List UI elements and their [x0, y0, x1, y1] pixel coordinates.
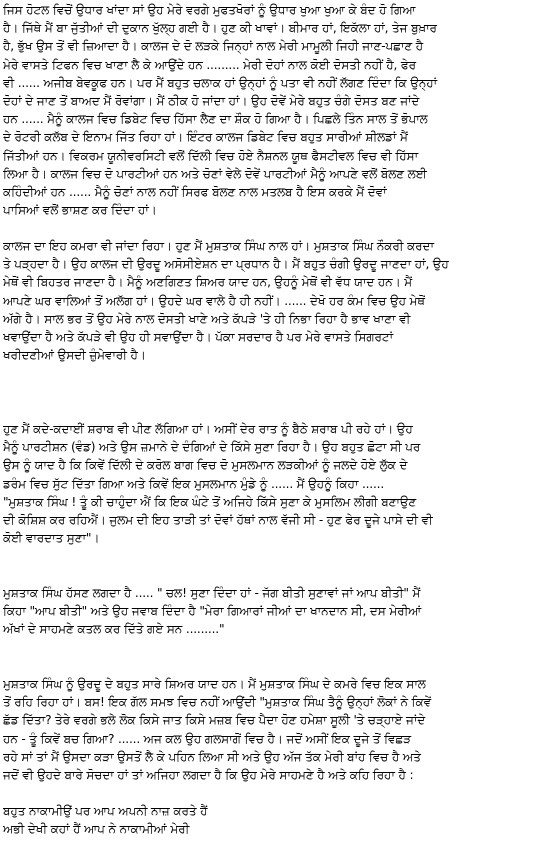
text-line: ਜਿੱਤੀਆਂ ਹਨ। ਵਿਕਰਮ ਯੂਨੀਵਰਸਿਟੀ ਵਲੋਂ ਦਿੱਲੀ ਵਿਚ ਹੋਏ ਨੈਸ਼ਨਲ ਯੂਥ ਫੈਸਟੀਵਲ ਵਿਚ ਵੀ ਹਿੱਸਾ [3, 148, 418, 163]
paragraph-partition-story [3, 420, 546, 547]
text-line: ਵੀ ...... ਅਜੀਬ ਬੇਵਕੂਫ ਹਨ। ਪਰ ਮੈਂ ਬਹੁਤ ਚਲਾਕ ਹਾਂ ਉਨ੍ਹਾਂ ਨੂੰ ਪਤਾ ਵੀ ਨਹੀਂ ਲੱਗਣ ਦਿੰਦਾ ਕਿ ਉਨ੍ਹਾਂ [3, 75, 438, 90]
text-line: ਹੈ। ਜਿੱਥੇ ਮੈਂ ਬਾ ਜੁੱਤੀਆਂ ਦੀ ਦੁਕਾਨ ਖੁੱਲ੍ਹ ਗਈ ਹੈ। ਹੁਣ ਕੀ ਖਾਵਾਂ। ਬੀਮਾਰ ਹਾਂ, ਇਕੱਲਾ ਹਾਂ, ਤੇਜ ਬੁਖ਼ਾਰ [3, 21, 437, 36]
text-line: ਰਹੇ ਸਾਂ ਤਾਂ ਮੈਂ ਉਸਦਾ ਕੜਾ ਉਸਤੋਂ ਲੈ ਕੇ ਪਹਿਨ ਲਿਆ ਸੀ ਅਤੇ ਉਹ ਅੱਜ ਤੱਕ ਮੇਰੀ ਬਾਂਹ ਵਿਚ ਹੈ ਅਤੇ [3, 749, 421, 764]
text-line: ਹੁਣ ਮੈਂ ਕਦੇ-ਕਦਾਈਂ ਸ਼ਰਾਬ ਵੀ ਪੀਣ ਲੱਗਿਆ ਹਾਂ। ਅਸੀਂ ਦੇਰ ਰਾਤ ਨੂੰ ਬੈਠੇ ਸ਼ਰਾਬ ਪੀ ਰਹੇ ਹਾਂ। ਉਹ [3, 422, 413, 436]
text-line: ਕਾਲਜ ਦਾ ਇਹ ਕਮਰਾ ਵੀ ਜਾਂਦਾ ਰਿਹਾ। ਹੁਣ ਮੈਂ ਮੁਸ਼ਤਾਕ ਸਿੰਘ ਨਾਲ ਹਾਂ। ਮੁਸ਼ਤਾਕ ਸਿੰਘ ਨੌਕਰੀ ਕਰਦਾ [3, 239, 434, 253]
text-line: ਮੇਥੋਂ ਵੀ ਬਿਹਤਰ ਜਾਣਦਾ ਹੈ। ਮੈਨੂੰ ਅਣਗਿਣਤ ਸ਼ਿਅਰ ਯਾਦ ਹਨ, ਉਹਨੂੰ ਮੇਥੋਂ ਵੀ ਵੱਧ ਯਾਦ ਹਨ। ਮੈਂ [3, 275, 413, 290]
text-line: ਦੋਹਾਂ ਦੇ ਜਾਣ ਤੋਂ ਬਾਅਦ ਮੈਂ ਰੋਵਾਂਗਾ। ਮੈਂ ਠੀਕ ਹੋ ਜਾਂਦਾ ਹਾਂ। ਉਹ ਦੋਵੇਂ ਮੇਰੇ ਬਹੁਤ ਚੰਗੇ ਦੋਸਤ ਬਣ ਜਾਂਦੇ [3, 94, 420, 109]
paragraph-college-room [3, 237, 546, 364]
paragraph-aap-beeti [3, 584, 546, 639]
text-line: ਦੀ ਕੋਸ਼ਿਸ਼ ਕਰ ਰਹਿਐਂ। ਜੁਲਮ ਦੀ ਇਹ ਤਾੜੀ ਤਾਂ ਦੋਵਾਂ ਹੱਥਾਂ ਨਾਲ ਵੱਜੀ ਸੀ - ਹੁਣ ਫੇਰ ਦੂਜੇ ਪਾਸੇ ਦੀ ਵੀ [3, 513, 433, 528]
text-line: ਖਵਾਉਂਦਾ ਹੈ ਅਤੇ ਕੱਪੜੇ ਵੀ ਉਹ ਹੀ ਸਵਾਉਂਦਾ ਹੈ। ਪੱਕਾ ਸਰਦਾਰ ਹੈ ਪਰ ਮੇਰੇ ਵਾਸਤੇ ਸਿਗਰਟਾਂ [3, 330, 393, 345]
text-line: ਅੱਗੇ ਹੈ। ਸਾਲ ਭਰ ਤੋਂ ਉਹ ਮੇਰੇ ਨਾਲ ਦੋਸਤੀ ਖਾਣੇ ਅਤੇ ਕੱਪੜੇ 'ਤੇ ਹੀ ਨਿਭਾ ਰਿਹਾ ਹੈ ਭਾਵ ਖਾਣਾ ਵੀ [3, 311, 411, 326]
text-line: ਉਸ ਨੂੰ ਯਾਦ ਹੈ ਕਿ ਕਿਵੇਂ ਦਿੱਲੀ ਦੇ ਕਰੋਲ ਬਾਗ ਵਿਚ ਦੋ ਮੁਸਲਮਾਨ ਲੜਕੀਆਂ ਨੂੰ ਜਲਦੇ ਹੋਏ ਲੁੱਕ ਦੇ [3, 458, 408, 473]
text-line: ਹੈ, ਭੁੱਖ ਉਸ ਤੋਂ ਵੀ ਜ਼ਿਆਦਾ ਹੈ। ਕਾਲਜ ਦੇ ਦੋ ਲੜਕੇ ਜਿਨ੍ਹਾਂ ਨਾਲ ਮੇਰੀ ਮਾਮੂਲੀ ਜਿਹੀ ਜਾਣ-ਪਛਾਣ ਹੈ [3, 39, 424, 54]
text-line: ਅੱਖਾਂ ਦੇ ਸਾਹਮਣੇ ਕਤਲ ਕਰ ਦਿੱਤੇ ਗਏ ਸਨ ........." [3, 622, 225, 637]
text-line: ਜਿਸ ਹੋਟਲ ਵਿਚੋਂ ਉਧਾਰ ਖਾਂਦਾ ਸਾਂ ਉਹ ਮੇਰੇ ਵਰਗੇ ਮੁਫਤਖੋਰਾਂ ਨੂੰ ਉਧਾਰ ਖੁਆ ਖੁਆ ਕੇ ਬੰਦ ਹੋ ਗਿਆ [3, 3, 416, 17]
text-line: ਮੇਰੇ ਵਾਸਤੇ ਟਿਫਨ ਵਿਚ ਖਾਣਾ ਲੈ ਕੇ ਆਉਂਦੇ ਹਨ ......... ਮੇਰੀ ਦੋਹਾਂ ਨਾਲ ਕੋਈ ਦੋਸਤੀ ਨਹੀਂ ਹੈ, ਫੇਰ [3, 57, 416, 72]
text-line: ਤੇ ਪੜ੍ਹਦਾ ਹੈ। ਉਹ ਕਾਲਜ ਦੀ ਉਰਦੂ ਅਸੋਸੀਏਸ਼ਨ ਦਾ ਪ੍ਰਧਾਨ ਹੈ। ਮੈਂ ਬਹੁਤ ਚੰਗੀ ਉਰਦੂ ਜਾਣਦਾ ਹਾਂ, ਉਹ [3, 257, 449, 272]
text-line: ਛੱਡ ਦਿੱਤਾ? ਤੇਰੇ ਵਰਗੇ ਭਲੇ ਲੋਕ ਕਿਸੇ ਜਾਤ ਕਿਸੇ ਮਜ਼ਬ ਵਿਚ ਪੈਦਾ ਹੋਣ ਹਮੇਸ਼ਾ ਸੂਲੀ 'ਤੇ ਚੜ੍ਹਾਏ ਜਾਂਦੇ [3, 713, 426, 728]
text-line: ਕੋਈ ਵਾਰਦਾਤ ਸੁਣਾ"। [3, 531, 100, 546]
verse-couplet [3, 802, 546, 838]
text-line: ਡਰੰਮ ਵਿਚ ਸੁੱਟ ਦਿੱਤਾ ਗਿਆ ਅਤੇ ਕਿਵੇਂ ਇਕ ਮੁਸਲਮਾਨ ਮੁੰਡੇ ਨੂੰ ...... ਮੈਂ ਉਹਨੂੰ ਕਿਹਾ ...... [3, 476, 384, 491]
text-line: ਆਪਣੇ ਘਰ ਵਾਲਿਆਂ ਤੋਂ ਅਲੱਗ ਹਾਂ। ਉਹਦੇ ਘਰ ਵਾਲੇ ਹੈ ਹੀ ਨਹੀਂ। ...... ਦੇਖੋ ਹਰ ਕੰਮ ਵਿਚ ਉਹ ਮੇਥੋਂ [3, 293, 425, 308]
text-line: ਦੇ ਰੋਟਰੀ ਕਲੱਬ ਦੇ ਇਨਾਮ ਜਿੱਤ ਰਿਹਾ ਹਾਂ। ਇੰਟਰ ਕਾਲਜ ਡਿਬੇਟ ਵਿਚ ਬਹੁਤ ਸਾਰੀਆਂ ਸ਼ੀਲਡਾਂ ਮੈਂ [3, 130, 408, 145]
text-line: ਮੈਨੂੰ ਪਾਰਟੀਸ਼ਨ (ਵੰਡ) ਅਤੇ ਉਸ ਜ਼ਮਾਨੇ ਦੇ ਦੰਗਿਆਂ ਦੇ ਕਿੱਸੇ ਸੁਣਾ ਰਿਹਾ ਹੈ। ਉਹ ਬਹੁਤ ਛੋਟਾ ਸੀ ਪਰ [3, 440, 421, 455]
text-line: ਮੁਸ਼ਤਾਕ ਸਿੰਘ ਨੂੰ ਉਰਦੂ ਦੇ ਬਹੁਤ ਸਾਰੇ ਸ਼ਿਅਰ ਯਾਦ ਹਨ। ਮੈਂ ਮੁਸ਼ਤਾਕ ਸਿੰਘ ਦੇ ਕਮਰੇ ਵਿਚ ਇਕ ਸਾਲ [3, 677, 426, 691]
text-line: "ਮੁਸ਼ਤਾਕ ਸਿੰਘ ! ਤੂੰ ਕੀ ਚਾਹੁੰਦਾ ਐਂ ਕਿ ਇਕ ਘੰਟੇ ਤੋਂ ਅਜਿਹੇ ਕਿੱਸੇ ਸੁਣਾ ਕੇ ਮੁਸਲਿਮ ਲੀਗੀ ਬਣਾਉਣ [3, 494, 417, 509]
text-line: ਕਹਿੰਦੀਆਂ ਹਨ ...... ਮੈਨੂੰ ਚੋਣਾਂ ਨਾਲ ਨਹੀਂ ਸਿਰਫ ਬੋਲਣ ਨਾਲ ਮਤਲਬ ਹੈ ਇਸ ਕਰਕੇ ਮੈਂ ਦੋਵਾਂ [3, 185, 387, 200]
text-line: ਹਨ ...... ਮੈਨੂੰ ਕਾਲਜ ਵਿਚ ਡਿਬੇਟ ਵਿਚ ਹਿੱਸਾ ਲੈਣ ਦਾ ਸ਼ੌਕ ਹੋ ਗਿਆ ਹੈ। ਪਿਛਲੇ ਤਿੰਨ ਸਾਲ ਤੋਂ ਭੋਪਾਲ [3, 112, 428, 127]
text-line: ਕਿਹਾ "ਆਪ ਬੀਤੀ" ਅਤੇ ਉਹ ਜਵਾਬ ਦਿੰਦਾ ਹੈ "ਮੇਰਾ ਗਿਆਰਾਂ ਜੀਆਂ ਦਾ ਖਾਨਦਾਨ ਸੀ, ਦਸ ਮੇਰੀਆਂ [3, 604, 422, 619]
text-line: ਲਿਆ ਹੈ। ਕਾਲਜ ਵਿਚ ਦੋ ਪਾਰਟੀਆਂ ਹਨ ਅਤੇ ਚੋਣਾਂ ਵੇਲੇ ਦੋਵੇਂ ਪਾਰਟੀਆਂ ਮੈਨੂੰ ਆਪਣੇ ਵਲੋਂ ਬੋਲਣ ਲਈ [3, 166, 427, 181]
verse-line: ਅਭੀ ਦੇਖੀ ਕਹਾਂ ਹੈਂ ਆਪ ਨੇ ਨਾਕਾਮੀਆਂ ਮੇਰੀ [3, 822, 190, 837]
paragraph-hotel [3, 1, 546, 219]
text-line: ਜਦੋਂ ਵੀ ਉਹਦੇ ਬਾਰੇ ਸੋਚਦਾ ਹਾਂ ਤਾਂ ਅਜਿਹਾ ਲਗਦਾ ਹੈ ਕਿ ਉਹ ਮੇਰੇ ਸਾਹਮਣੇ ਹੈ ਅਤੇ ਕਹਿ ਰਿਹਾ ਹੈ : [3, 768, 414, 783]
paragraph-urdu-shers [3, 675, 546, 784]
text-line: ਤੋਂ ਰਹਿ ਰਿਹਾ ਹਾਂ। ਬਸ! ਇਕ ਗੱਲ ਸਮਝ ਵਿਚ ਨਹੀਂ ਆਉਂਦੀ "ਮੁਸ਼ਤਾਕ ਸਿੰਘ ਤੈਨੂੰ ਉਨ੍ਹਾਂ ਲੋਕਾਂ ਨੇ ਕਿਵੇਂ [3, 695, 432, 710]
text-line: ਮੁਸ਼ਤਾਕ ਸਿੰਘ ਹੱਸਣ ਲਗਦਾ ਹੈ ..... " ਚਲ! ਸੁਣਾ ਦਿੰਦਾ ਹਾਂ - ਜੱਗ ਬੀਤੀ ਸੁਣਾਵਾਂ ਜਾਂ ਆਪ ਬੀਤੀ" ਮੈਂ [3, 586, 421, 600]
verse-line: ਬਹੁਤ ਨਾਕਾਮੀਉਂ ਪਰ ਆਪ ਅਪਨੀ ਨਾਜ਼ ਕਰਤੇ ਹੈਂ [3, 804, 208, 818]
text-line: ਹਨ - ਤੂੰ ਕਿਵੇਂ ਬਚ ਗਿਆ? ...... ਅਜ ਕਲ ਉਹ ਗਲਸਾਗੋਂ ਵਿਚ ਹੈ। ਜਦੋਂ ਅਸੀਂ ਇਕ ਦੂਜੇ ਤੋਂ ਵਿਛੜ [3, 731, 411, 746]
text-line: ਖਰੀਦਣੀਆਂ ਉਸਦੀ ਜ਼ੁੰਮੇਵਾਰੀ ਹੈ। [3, 348, 146, 363]
text-line: ਪਾਸਿਆਂ ਵਲੋਂ ਭਾਸ਼ਣ ਕਰ ਦਿੰਦਾ ਹਾਂ। [3, 203, 157, 218]
